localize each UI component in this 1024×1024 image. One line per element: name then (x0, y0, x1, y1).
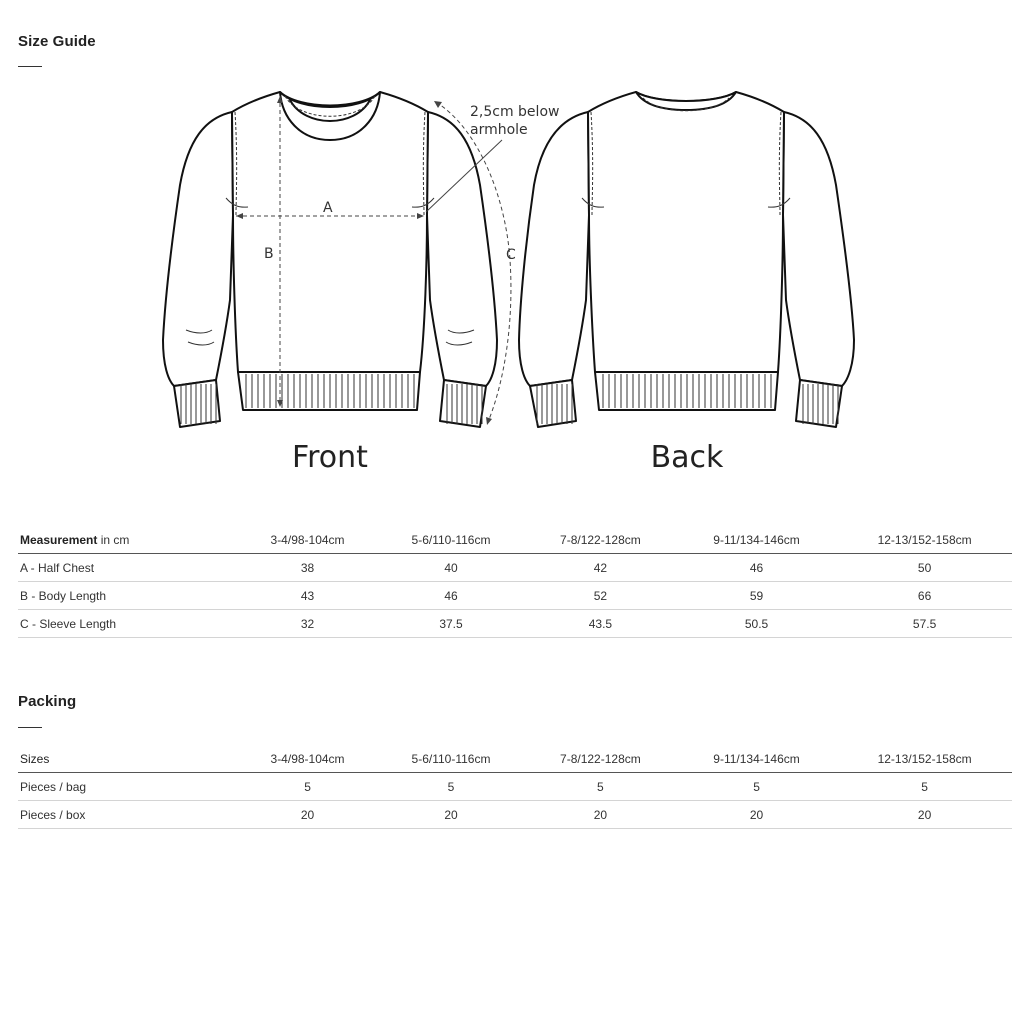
table-cell: 50 (917, 560, 932, 575)
sizes-header: Sizes (20, 751, 50, 766)
table-cell: 43 (300, 588, 315, 603)
armhole-note-line1: 2,5cm below (470, 104, 560, 120)
back-body (588, 92, 784, 372)
table-row (18, 582, 1012, 610)
armhole-note-line2: armhole (470, 122, 528, 138)
table-cell: 20 (749, 807, 764, 822)
table-cell: 50.5 (744, 616, 769, 631)
row-label: Pieces / box (20, 807, 86, 822)
front-view-label: Front (292, 440, 368, 475)
title-underline (18, 66, 42, 67)
table-cell: 5 (753, 779, 760, 794)
measurement-header-unit: in cm (97, 532, 130, 547)
size-column-header: 5-6/110-116cm (411, 751, 491, 766)
size-column-header: 7-8/122-128cm (560, 532, 641, 547)
table-cell: 20 (917, 807, 932, 822)
sleeve-length-marker: C (506, 247, 516, 263)
table-cell: 57.5 (912, 616, 937, 631)
back-right-sleeve (783, 112, 854, 386)
measurement-header (18, 526, 238, 554)
measurement-header-label: Measurement (20, 532, 98, 547)
size-column-header: 9-11/134-146cm (713, 532, 800, 547)
table-header-row (18, 745, 1012, 773)
table-cell: 20 (444, 807, 458, 822)
row-label: B - Body Length (20, 588, 107, 603)
size-column-header: 9-11/134-146cm (713, 751, 800, 766)
table-cell: 42 (593, 560, 608, 575)
sweatshirt-illustration (0, 80, 1024, 480)
back-view-label: Back (650, 440, 724, 475)
size-column-header: 3-4/98-104cm (270, 532, 345, 547)
body-length-marker: B (264, 246, 274, 262)
size-column-header: 5-6/110-116cm (411, 532, 491, 547)
half-chest-marker: A (323, 200, 333, 216)
armhole-note (470, 103, 570, 139)
row-label: A - Half Chest (20, 560, 95, 575)
size-column-header: 12-13/152-158cm (877, 751, 972, 766)
row-label: Pieces / bag (20, 779, 87, 794)
size-guide-title: Size Guide (18, 33, 96, 50)
table-row (18, 773, 1012, 801)
table-cell: 20 (593, 807, 608, 822)
table-cell: 66 (917, 588, 932, 603)
measurement-table (18, 526, 1012, 638)
packing-table (18, 745, 1012, 829)
back-left-sleeve (519, 112, 589, 386)
table-cell: 37.5 (439, 616, 463, 631)
size-column-header: 12-13/152-158cm (877, 532, 972, 547)
table-cell: 59 (749, 588, 764, 603)
table-cell: 46 (749, 560, 764, 575)
table-cell: 5 (304, 779, 311, 794)
table-cell: 43.5 (588, 616, 613, 631)
table-row (18, 554, 1012, 582)
table-cell: 52 (593, 588, 608, 603)
size-column-header: 7-8/122-128cm (560, 751, 641, 766)
front-hem (238, 372, 420, 410)
table-cell: 46 (444, 588, 458, 603)
table-cell: 5 (597, 779, 604, 794)
title-underline (18, 727, 42, 728)
row-label: C - Sleeve Length (20, 616, 117, 631)
table-header-row (18, 526, 1012, 554)
table-cell: 5 (921, 779, 928, 794)
table-cell: 5 (447, 779, 455, 794)
table-row (18, 801, 1012, 829)
packing-title: Packing (18, 693, 77, 710)
table-row (18, 610, 1012, 638)
table-cell: 38 (300, 560, 315, 575)
table-cell: 20 (300, 807, 315, 822)
table-cell: 32 (300, 616, 315, 631)
size-column-header: 3-4/98-104cm (270, 751, 345, 766)
table-cell: 40 (444, 560, 458, 575)
